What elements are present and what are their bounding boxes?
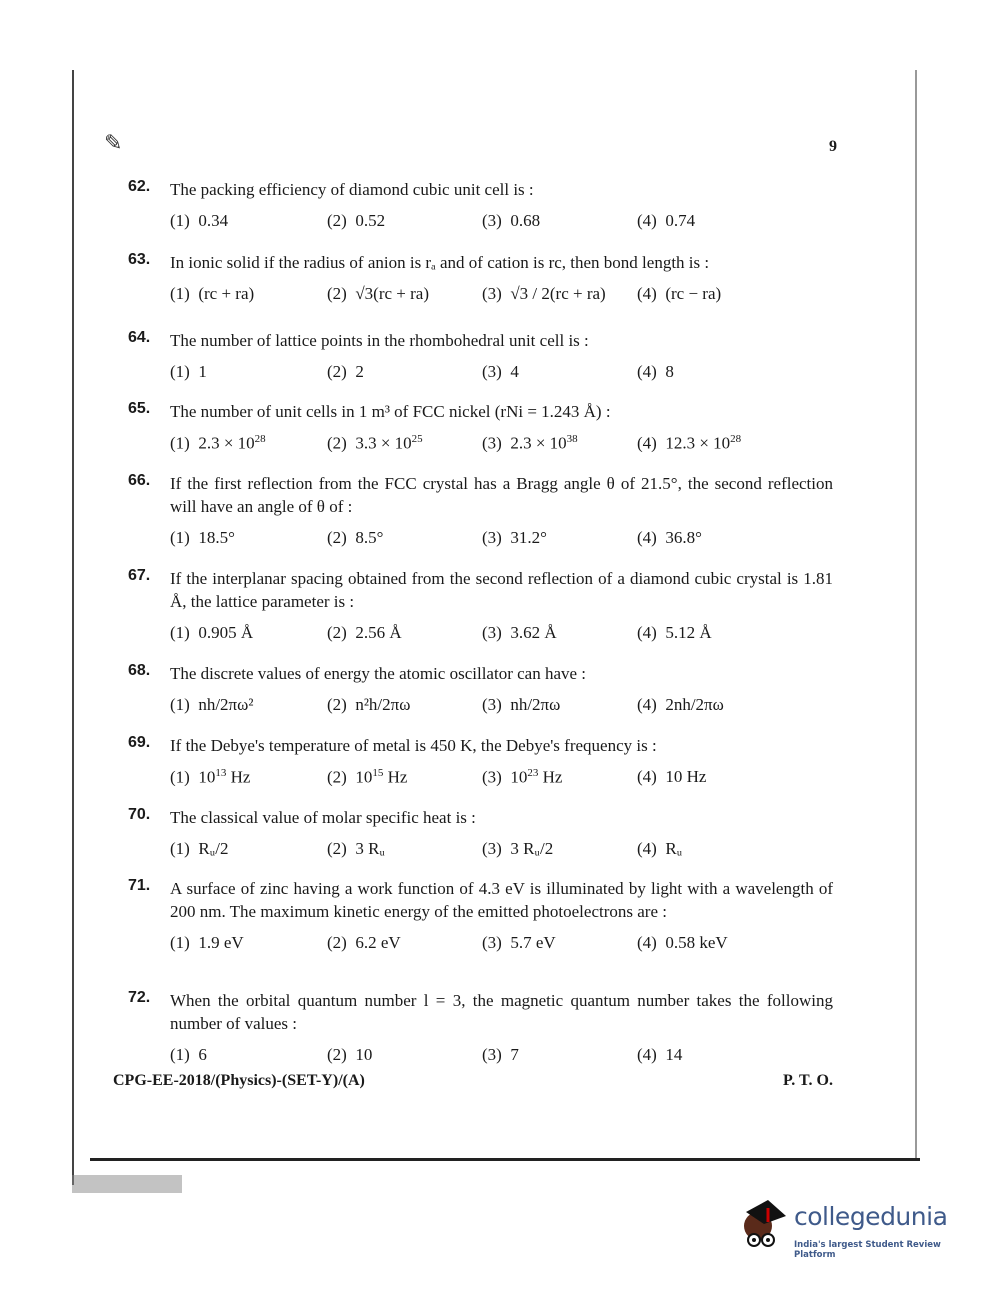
option-exponent: 25 [411, 433, 423, 445]
option [327, 933, 401, 953]
option-label: (4) [637, 433, 657, 453]
option-label: (4) [637, 528, 657, 547]
option-unit: Hz [538, 767, 563, 787]
option [327, 211, 385, 231]
options [170, 362, 833, 386]
option [327, 362, 364, 382]
option [482, 839, 553, 859]
option-value: 31.2° [510, 528, 547, 547]
options [170, 433, 833, 457]
option [170, 1045, 207, 1065]
option-exponent: 28 [730, 433, 742, 445]
option-value: Rᵤ/2 [198, 839, 229, 858]
option [482, 933, 556, 953]
option-value: 6 [198, 1045, 207, 1064]
option-value: nh/2πω² [198, 695, 254, 714]
question-66 [128, 472, 833, 552]
question-number: 69. [128, 734, 151, 751]
right-border [915, 70, 917, 1160]
option [170, 839, 228, 859]
options [170, 933, 833, 957]
option [327, 528, 383, 548]
option-label: (1) [170, 528, 190, 547]
option-label: (1) [170, 1045, 190, 1064]
option-label: (3) [482, 767, 502, 787]
question-64 [128, 329, 833, 386]
option [327, 839, 385, 859]
option-label: (4) [637, 362, 657, 381]
option-value: 0.52 [355, 211, 386, 230]
options [170, 695, 833, 719]
option-label: (2) [327, 433, 347, 453]
option [482, 433, 578, 454]
option-label: (1) [170, 933, 190, 952]
option-label: (1) [170, 767, 190, 787]
option-label: (1) [170, 695, 190, 714]
option [637, 528, 702, 548]
option-label: (1) [170, 211, 190, 230]
option [170, 767, 250, 788]
question-number: 63. [128, 251, 151, 268]
option [482, 362, 519, 382]
option-label: (3) [482, 933, 502, 952]
option [170, 362, 207, 382]
options [170, 623, 833, 647]
option-label: (2) [327, 362, 347, 381]
question-stem: The number of lattice points in the rhombohedral unit cell is : [170, 331, 589, 350]
question-stem: The packing efficiency of diamond cubic unit cell is : [170, 180, 534, 199]
question-69 [128, 734, 833, 791]
option-label: (4) [637, 767, 657, 786]
option [482, 767, 562, 788]
option-label: (4) [637, 284, 657, 303]
option-exponent: 13 [215, 767, 227, 779]
question-stem: A surface of zinc having a work function of 4.3 eV is illuminated by light with a wavelength of 200 nm. The maximum kinetic energy of the emitted photoelectrons are : [170, 879, 833, 921]
option [170, 695, 253, 715]
paper-code: CPG-EE-2018/(Physics)-(SET-Y)/(A) [113, 1072, 365, 1089]
option-label: (3) [482, 284, 502, 303]
question-number: 62. [128, 178, 151, 195]
left-border [72, 70, 74, 1185]
option [327, 284, 429, 304]
option-value: (rc − ra) [665, 284, 722, 303]
question-stem: The discrete values of energy the atomic oscillator can have : [170, 664, 587, 683]
option-unit: Hz [226, 767, 251, 787]
option-value: 3 Rᵤ/2 [510, 839, 554, 858]
page-bottom-line [90, 1158, 920, 1161]
question-stem: The number of unit cells in 1 m³ of FCC nickel (rNi = 1.243 Å) : [170, 402, 611, 421]
option-label: (2) [327, 211, 347, 230]
option-label: (3) [482, 362, 502, 381]
option-label: (2) [327, 1045, 347, 1064]
question-stem: In ionic solid if the radius of anion is rₐ and of cation is rc, then bond length is : [170, 253, 710, 272]
option-label: (2) [327, 284, 347, 303]
question-stem: If the interplanar spacing obtained from the second reflection of a diamond cubic crystal is 1.81 Å, the lattice parameter is : [170, 569, 833, 611]
option [327, 767, 407, 788]
options [170, 767, 833, 791]
question-68 [128, 662, 833, 719]
option [327, 1045, 372, 1065]
option-label: (2) [327, 767, 347, 787]
option-label: (3) [482, 695, 502, 714]
option-exponent: 23 [527, 767, 539, 779]
option-value: 2nh/2πω [665, 695, 724, 714]
question-71 [128, 877, 833, 957]
option-value: 7 [510, 1045, 519, 1064]
corner-mark-icon: ✎ [104, 130, 123, 155]
option-label: (4) [637, 695, 657, 714]
option-unit: Hz [383, 767, 408, 787]
option [637, 767, 706, 787]
option-label: (1) [170, 284, 190, 303]
option [482, 623, 557, 643]
option [637, 433, 741, 454]
option-value: 0.905 Å [198, 623, 254, 642]
option [170, 211, 228, 231]
option-label: (2) [327, 933, 347, 952]
option-label: (3) [482, 1045, 502, 1064]
question-stem: If the first reflection from the FCC crystal has a Bragg angle θ of 21.5°, the second reflection will have an angle of θ of : [170, 474, 833, 516]
option-value: 5.7 eV [510, 933, 556, 952]
options [170, 284, 833, 308]
option-value: 2 [355, 362, 364, 381]
option-label: (4) [637, 1045, 657, 1064]
option-value: 10 Hz [665, 767, 707, 786]
option-value: 36.8° [665, 528, 702, 547]
option-value: 2.3 × 10 [198, 433, 255, 453]
option-value: 3.62 Å [510, 623, 557, 642]
option-value: 6.2 eV [355, 933, 401, 952]
option-label: (2) [327, 839, 347, 858]
question-65 [128, 400, 833, 457]
option-value: (rc + ra) [198, 284, 255, 303]
option [482, 528, 547, 548]
option-label: (4) [637, 623, 657, 642]
option [170, 623, 253, 643]
option-value: 5.12 Å [665, 623, 712, 642]
option-label: (3) [482, 528, 502, 547]
question-number: 64. [128, 329, 151, 346]
option-label: (2) [327, 623, 347, 642]
option [482, 211, 540, 231]
option-value: 10 [355, 1045, 373, 1064]
option-value: 1.9 eV [198, 933, 244, 952]
option-label: (2) [327, 695, 347, 714]
question-stem: When the orbital quantum number l = 3, the magnetic quantum number takes the following number of values : [170, 991, 833, 1033]
pto-label: P. T. O. [783, 1072, 833, 1089]
option-value: n²h/2πω [355, 695, 411, 714]
option-label: (1) [170, 433, 190, 453]
option [637, 623, 712, 643]
question-70 [128, 806, 833, 863]
option-label: (3) [482, 623, 502, 642]
option [170, 433, 266, 454]
option-value: 4 [510, 362, 519, 381]
option [482, 284, 606, 304]
options [170, 211, 833, 235]
option-label: (2) [327, 528, 347, 547]
option [327, 695, 410, 715]
option [170, 933, 244, 953]
option-value: 3.3 × 10 [355, 433, 412, 453]
option-value: 10 [355, 767, 373, 787]
question-number: 72. [128, 989, 151, 1006]
option [637, 1045, 682, 1065]
question-number: 67. [128, 567, 151, 584]
option-label: (4) [637, 839, 657, 858]
question-number: 66. [128, 472, 151, 489]
option-label: (4) [637, 211, 657, 230]
option-value: 2.3 × 10 [510, 433, 567, 453]
question-number: 71. [128, 877, 151, 894]
option-value: 0.74 [665, 211, 696, 230]
option-value: 2.56 Å [355, 623, 402, 642]
option-value: 3 Rᵤ [355, 839, 385, 858]
option [637, 839, 682, 859]
option [170, 284, 254, 304]
option-value: Rᵤ [665, 839, 683, 858]
option [637, 933, 728, 953]
option-value: 8.5° [355, 528, 384, 547]
option [327, 433, 423, 454]
option [637, 362, 674, 382]
option-label: (1) [170, 623, 190, 642]
collegedunia-mascot-icon [738, 1198, 794, 1258]
question-number: 70. [128, 806, 151, 823]
option [482, 1045, 519, 1065]
option-value: 10 [198, 767, 216, 787]
option [170, 528, 235, 548]
option-label: (3) [482, 433, 502, 453]
option-value: nh/2πω [510, 695, 561, 714]
question-62 [128, 178, 833, 235]
option-label: (4) [637, 933, 657, 952]
option-label: (3) [482, 211, 502, 230]
option-label: (3) [482, 839, 502, 858]
options [170, 1045, 833, 1069]
option-value: √3 / 2(rc + ra) [510, 284, 606, 303]
brand-tagline: India's largest Student Review Platform [794, 1240, 941, 1260]
page-number: 9 [829, 138, 837, 155]
question-number: 68. [128, 662, 151, 679]
option-value: 18.5° [198, 528, 235, 547]
question-stem: The classical value of molar specific heat is : [170, 808, 476, 827]
option-value: 8 [665, 362, 674, 381]
option [482, 695, 560, 715]
option-exponent: 38 [566, 433, 578, 445]
question-stem: If the Debye's temperature of metal is 450 K, the Debye's frequency is : [170, 736, 657, 755]
option-value: 1 [198, 362, 207, 381]
collegedunia-watermark [738, 1198, 968, 1258]
option [327, 623, 402, 643]
option-value: 12.3 × 10 [665, 433, 731, 453]
scan-shadow [72, 1175, 182, 1193]
question-67 [128, 567, 833, 647]
options [170, 839, 833, 863]
option-value: 0.68 [510, 211, 541, 230]
question-number: 65. [128, 400, 151, 417]
option [637, 284, 721, 304]
options [170, 528, 833, 552]
option [637, 211, 695, 231]
question-63 [128, 251, 833, 308]
option [637, 695, 724, 715]
option-value: 14 [665, 1045, 683, 1064]
option-label: (1) [170, 362, 190, 381]
option-value: 0.58 keV [665, 933, 728, 952]
question-72 [128, 989, 833, 1069]
brand-name: collegedunia [794, 1202, 948, 1231]
option-value: 0.34 [198, 211, 229, 230]
option-exponent: 28 [254, 433, 266, 445]
option-label: (1) [170, 839, 190, 858]
option-exponent: 15 [372, 767, 384, 779]
option-value: 10 [510, 767, 528, 787]
option-value: √3(rc + ra) [355, 284, 429, 303]
